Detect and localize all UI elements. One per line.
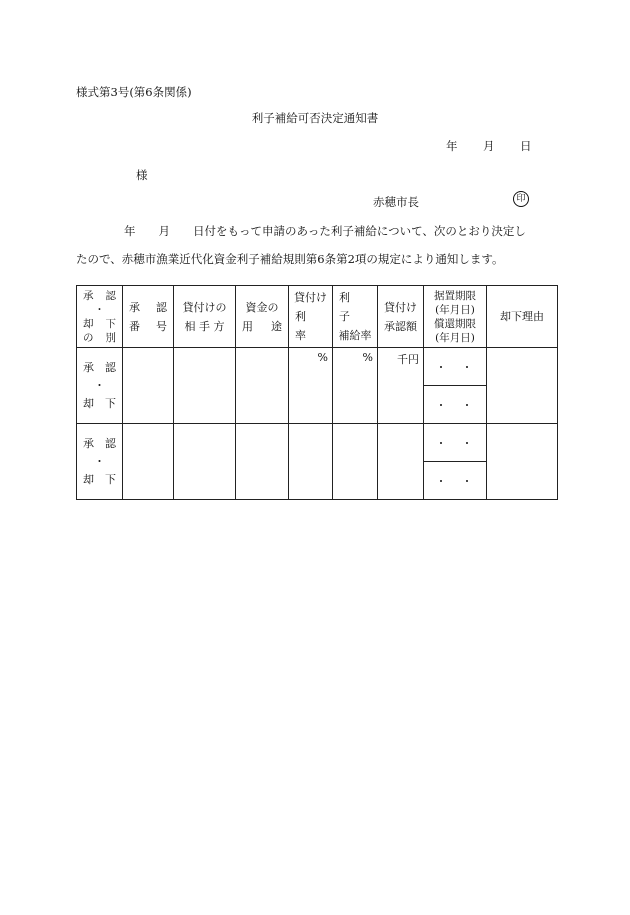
loan-rate-cell: % [289,348,333,424]
repayment-date-cell: ・ ・ [424,386,487,424]
subsidy-rate-cell [333,424,378,500]
header-approved-amount: 貸付け 承認額 [378,286,424,348]
subsidy-rate-cell: % [333,348,378,424]
date-year-label: 年 [446,139,458,153]
repayment-date-cell: ・ ・ [424,462,487,500]
header-loan-counterparty: 貸付けの 相 手 方 [174,286,236,348]
header-subsidy-rate: 利 子 補給率 [333,286,378,348]
purpose-cell [236,348,289,424]
header-row [77,286,558,348]
loan-rate-cell [289,424,333,500]
approval-status-cell: 承 認 ・ 却 下 [77,348,123,424]
approved-amount-cell [378,424,424,500]
approval-number-cell [123,424,174,500]
decision-table [76,285,558,500]
body-text-line-2: たので、赤穂市漁業近代化資金利子補給規則第6条第2項の規定により通知します。 [76,252,504,266]
header-rejection-reason: 却下理由 [487,286,558,348]
header-deferment-repayment: 据置期限 (年月日) 償還期限 (年月日) [424,286,487,348]
counterparty-cell [174,348,236,424]
approval-number-cell [123,348,174,424]
date-month-label: 月 [483,139,495,153]
approved-amount-cell: 千円 [378,348,424,424]
form-number: 様式第3号(第6条関係) [76,85,192,99]
addressee-suffix: 様 [136,168,148,182]
deferment-date-cell: ・ ・ [424,424,487,462]
header-fund-purpose: 資金の 用 途 [236,286,289,348]
header-approval-status: 承 認 ・ 却 下 の 別 [77,286,123,348]
rejection-reason-cell [487,348,558,424]
body-text-line-1: 年 月 日付をもって申請のあった利子補給について、次のとおり決定し [124,224,526,238]
date-line [446,138,532,154]
document-title: 利子補給可否決定通知書 [251,111,379,125]
seal-mark: 印 [513,191,529,207]
table-row [77,348,558,386]
counterparty-cell [174,424,236,500]
purpose-cell [236,424,289,500]
rejection-reason-cell [487,424,558,500]
deferment-date-cell: ・ ・ [424,348,487,386]
issuer-name: 赤穂市長 [373,195,419,209]
header-approval-number: 承 認 番 号 [123,286,174,348]
date-day-label: 日 [520,139,532,153]
table-row [77,424,558,462]
header-loan-rate: 貸付け 利 率 [289,286,333,348]
approval-status-cell: 承 認 ・ 却 下 [77,424,123,500]
